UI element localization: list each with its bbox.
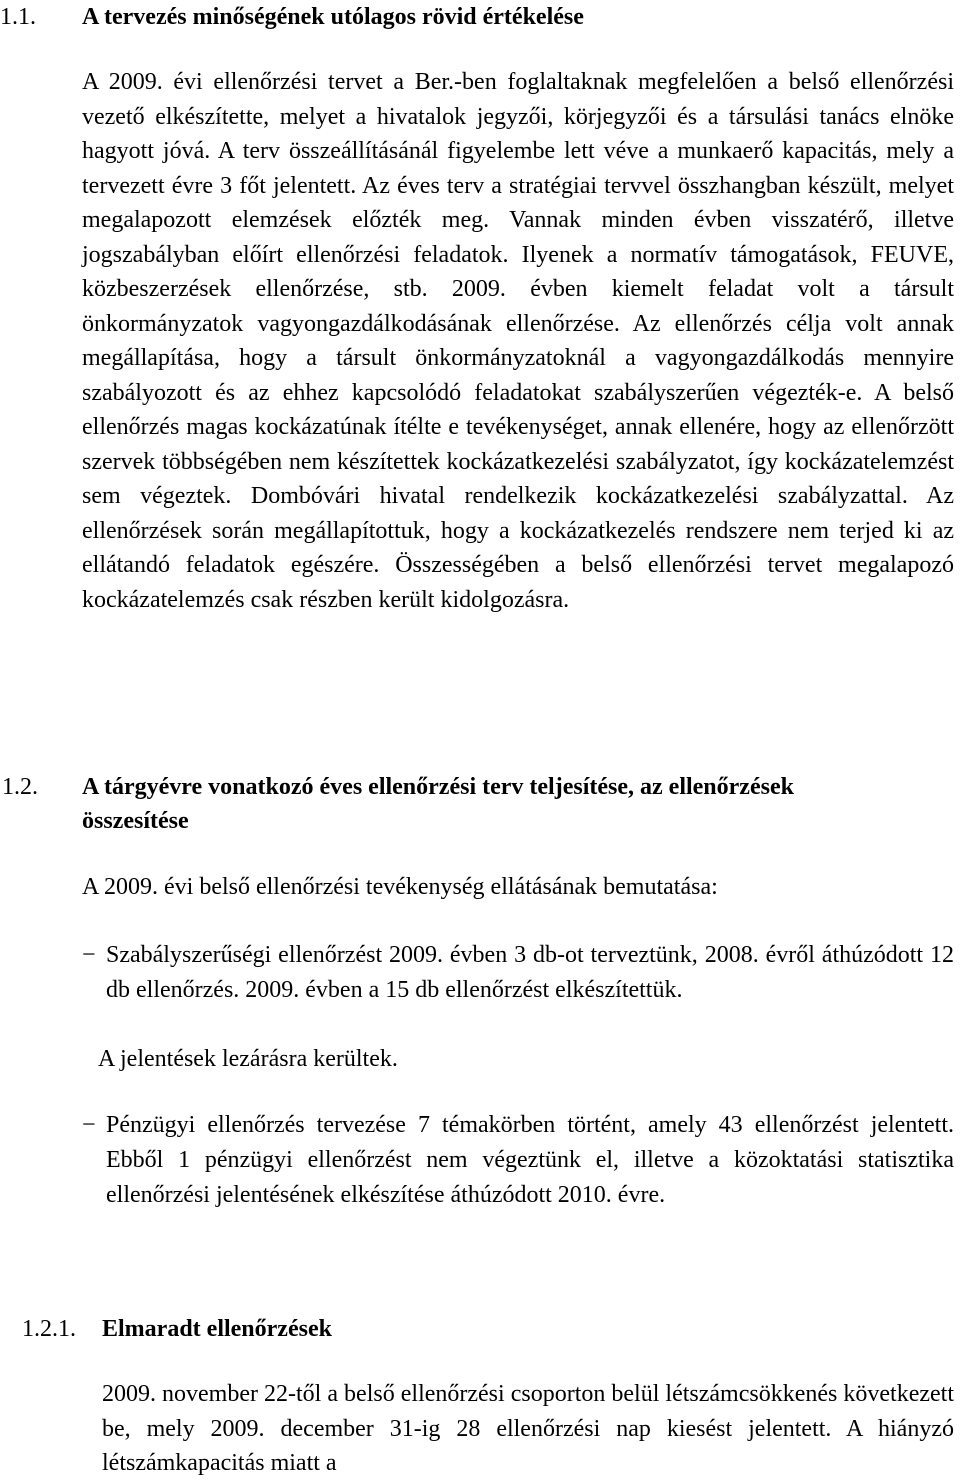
dash-bullet-icon: − — [82, 942, 96, 968]
bullet-text: Szabályszerűségi ellenőrzést 2009. évben 3 db-ot terveztünk, 2008. évről áthúzódott 12 db ellenőrzés. 2009. évben a 15 db ellenőrzést elkészítettük. — [106, 942, 954, 1003]
section-number: 1.2. — [2, 774, 38, 800]
section-1-1-paragraph: A 2009. évi ellenőrzési tervet a Ber.-ben foglaltaknak megfelelően a belső ellenőrzési vezető elkészítette, melyet a hivatalok jegyzői, körjegyzői és a társulási tanács elnöke hagyott jóvá. A terv összeállításánál figyelembe lett véve a munkaerő kapacitás, mely a tervezett évre 3 főt jelentett. Az éves terv a stratégiai tervvel összhangban készült, melyet megalapozott elemzések előzték meg. Vannak minden évben visszatérő, illetve jogszabályban előírt ellenőrzési feladatok. Ilyenek a normatív támogatások, FEUVE, közbeszerzések ellenőrzése, stb. 2009. évben kiemelt feladat volt a társult önkormányzatok vagyongazdálkodásának ellenőrzése. Az ellenőrzés célja volt annak megállapítása, hogy a társult önkormányzatoknál a vagyongazdálkodás mennyire szabályozott és az ehhez kapcsolódó feladatokat szabályszerűen végezték-e. A belső ellenőrzés magas kockázatúnak ítélte e tevékenységet, annak ellenére, hogy az ellenőrzött szervek többségében nem készítettek kockázatkezelési szabályzatot, így kockázatelemzést sem végeztek. Dombóvári hivatal rendelkezik kockázatkezelési szabályzattal. Az ellenőrzések során megállapítottuk, hogy a kockázatkezelés rendszere nem terjed ki az ellátandó feladatok egészére. Összességében a belső ellenőrzési tervet megalapozó kockázatelemzés csak részben került kidolgozásra. — [82, 69, 954, 613]
section-1-2-1-paragraph: 2009. november 22-től a belső ellenőrzési csoporton belül létszámcsökkenés következett be, mely 2009. december 31-ig 28 ellenőrzési nap kiesést jelentett. A hiányzó létszámkapacitás miatt a — [102, 1381, 954, 1476]
section-title: A tervezés minőségének utólagos rövid értékelése — [82, 4, 584, 30]
section-1-2-intro: A 2009. évi belső ellenőrzési tevékenység ellátásának bemutatása: — [82, 874, 718, 900]
section-heading-1-1 — [0, 0, 960, 34]
section-title-line-1: A tárgyévre vonatkozó éves ellenőrzési terv teljesítése, az ellenőrzések — [82, 774, 794, 800]
section-number: 1.2.1. — [22, 1316, 76, 1342]
bullet-item — [82, 1108, 954, 1248]
section-title-line-2: összesítése — [82, 808, 189, 834]
dash-bullet-icon: − — [82, 1112, 96, 1138]
bullet-note: A jelentések lezárásra kerültek. — [98, 1046, 398, 1072]
section-heading-1-2-1 — [0, 1312, 960, 1346]
bullet-text: Pénzügyi ellenőrzés tervezése 7 témakörben történt, amely 43 ellenőrzést jelentett. Ebből 1 pénzügyi ellenőrzést nem végeztünk el, illetve a közoktatási statisztika ellenőrzési jelentésének elkészítése áthúzódott 2010. évre. — [106, 1112, 954, 1208]
section-title: Elmaradt ellenőrzések — [102, 1316, 332, 1342]
bullet-item — [82, 938, 954, 1048]
section-number: 1.1. — [0, 4, 36, 30]
section-heading-1-2 — [0, 770, 960, 838]
